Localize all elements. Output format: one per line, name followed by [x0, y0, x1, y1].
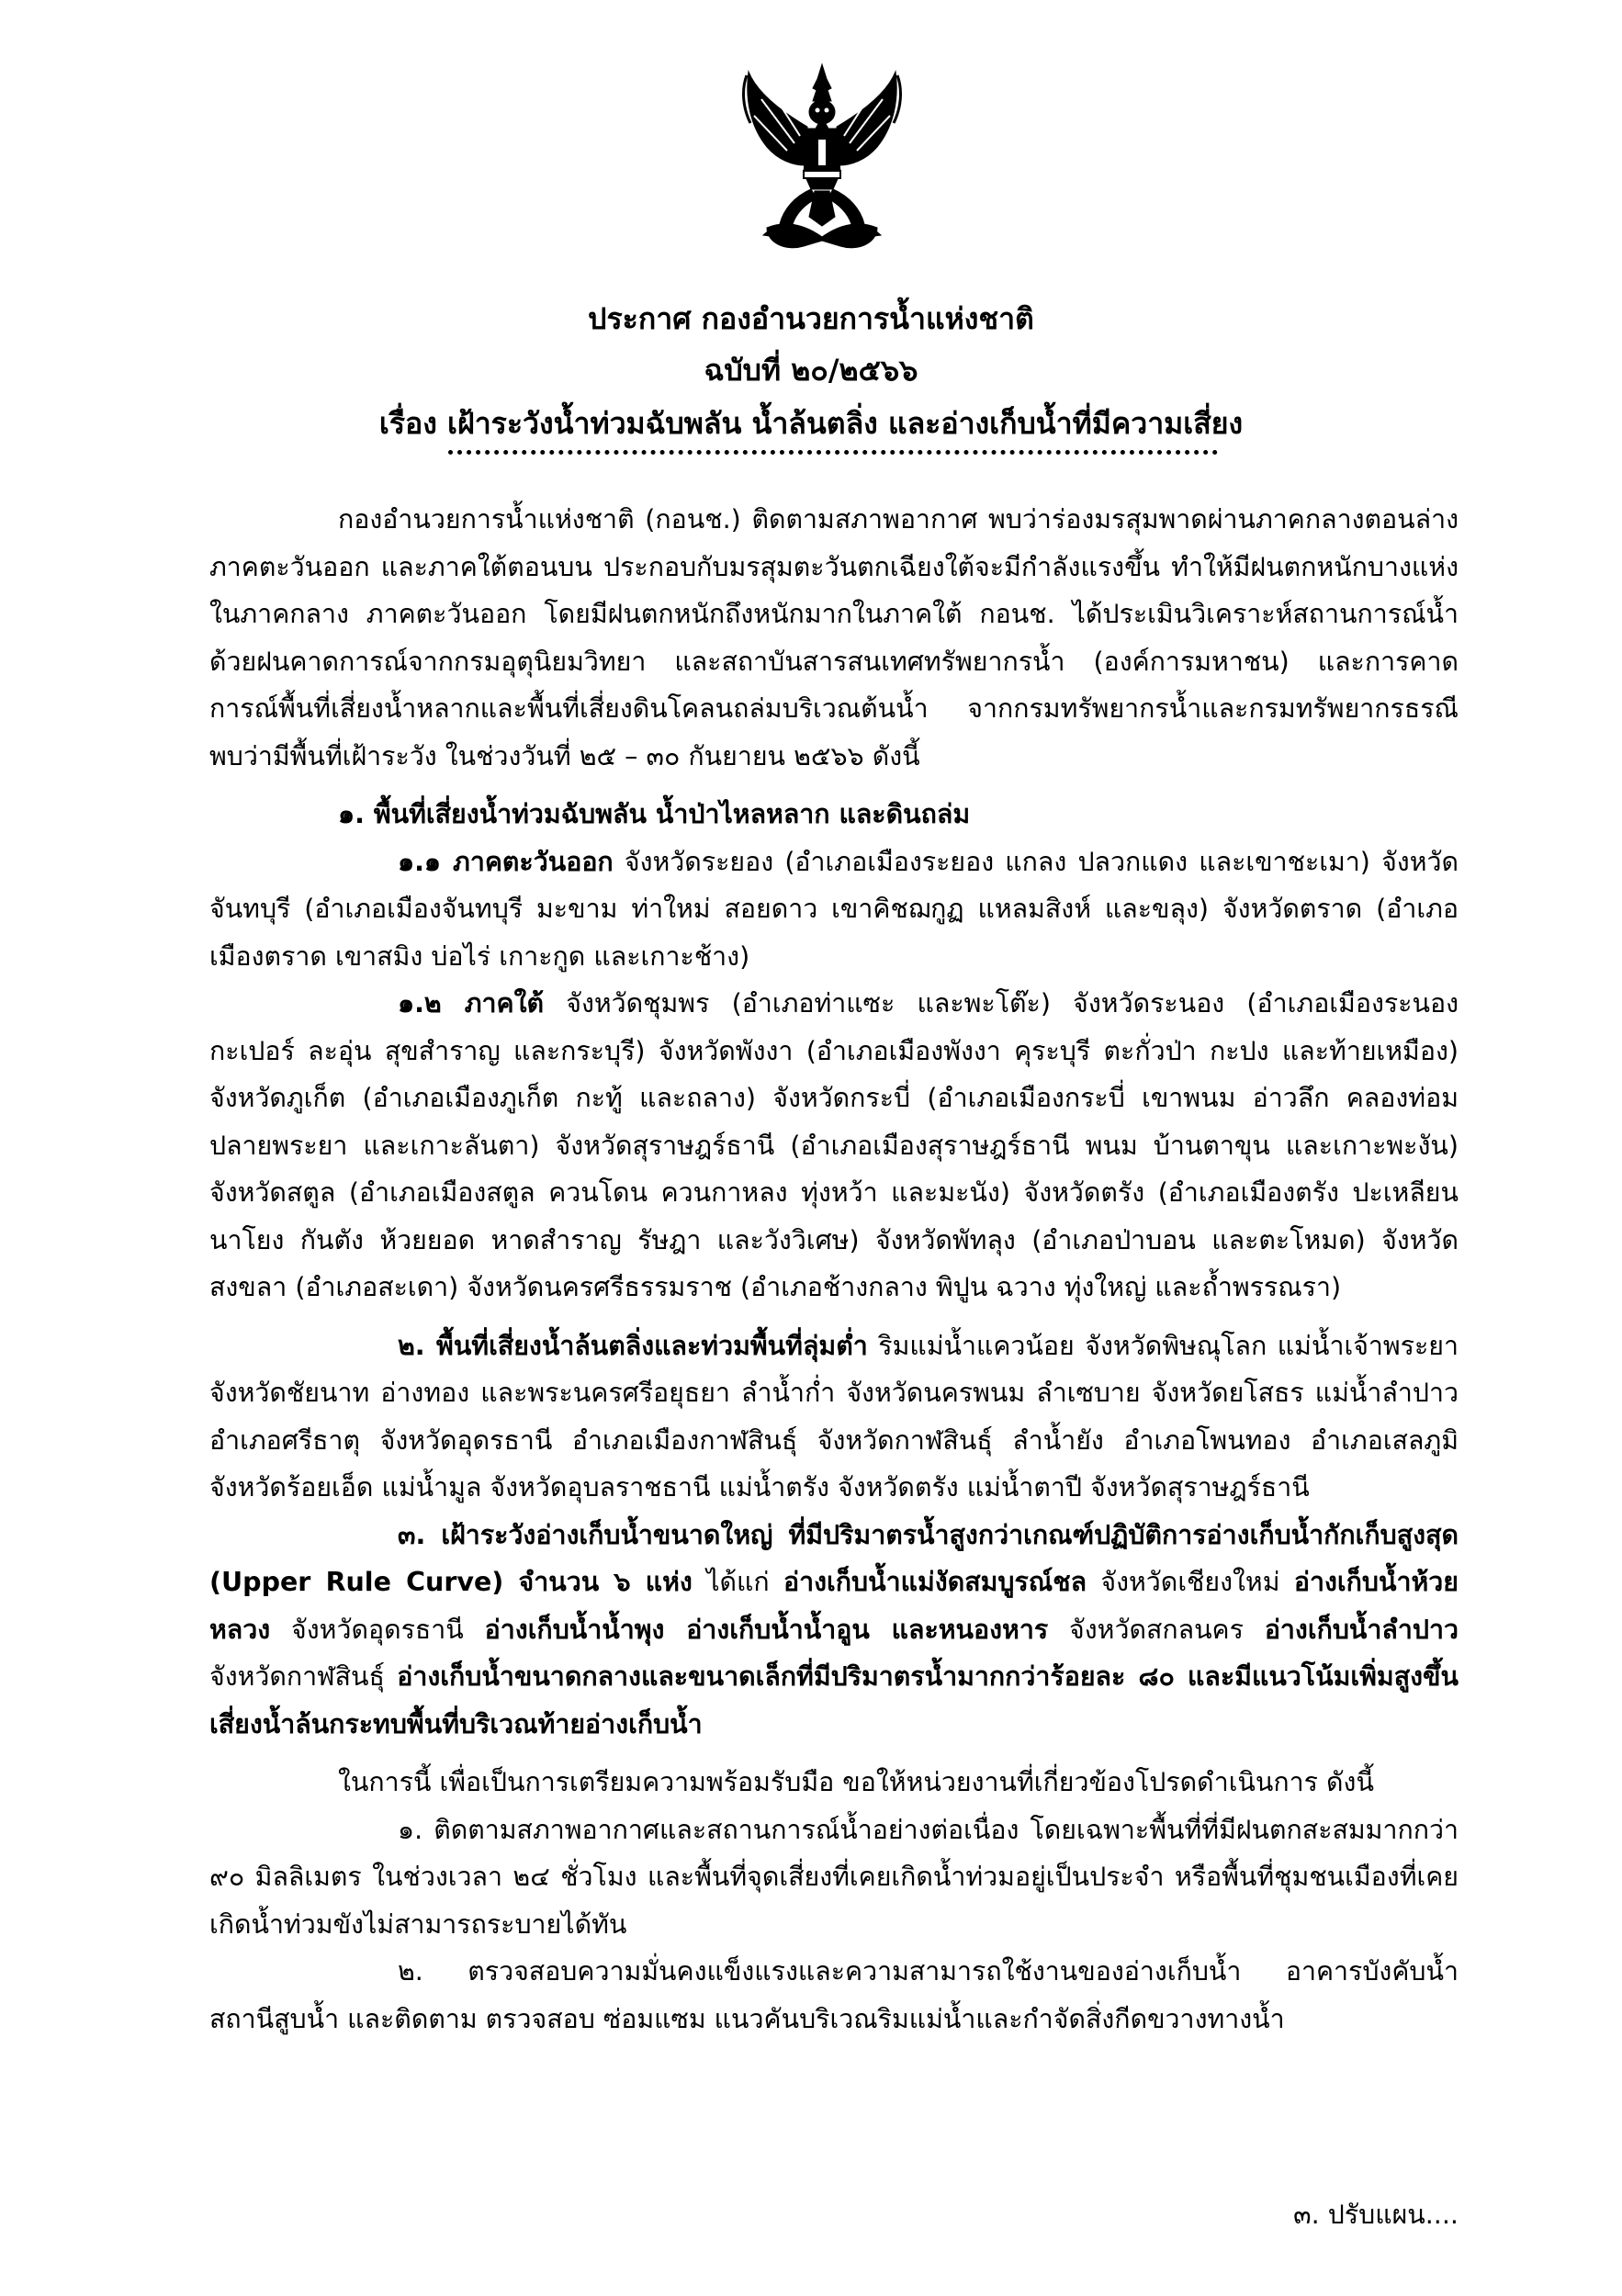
section-3-reservoir-4: อ่างเก็บน้ำลำปาว: [1264, 1614, 1459, 1645]
dotted-divider: [448, 450, 1218, 455]
garuda-emblem-icon: [739, 62, 905, 255]
action-1-paragraph: ๑. ติดตามสภาพอากาศและสถานการณ์น้ำอย่างต่อเนื่อง โดยเฉพาะพื้นที่ที่มีฝนตกสะสมมากกว่า ๙๐ มิลลิเมตร ในช่วงเวลา ๒๔ ชั่วโมง และพื้นที่จุดเสี่ยงที่เคยเกิดน้ำท่วมอยู่เป็นประจำ หรือพื้นที่ชุมชนเมืองที่เคยเกิดน้ำท่วมขังไม่สามารถระบายได้ทัน: [209, 1814, 1459, 1940]
section-1-2-text: จังหวัดชุมพร (อำเภอท่าแซะ และพะโต๊ะ) จังหวัดระนอง (อำเภอเมืองระนอง กะเปอร์ ละอุ่น สุขสำราญ และกระบุรี) จังหวัดพังงา (อำเภอเมืองพังงา คุระบุรี ตะกั่วป่า กะปง และท้ายเหมือง) จังหวัดภูเก็ต (อำเภอเมืองภูเก็ต กะทู้ และถลาง) จังหวัดกระบี่ (อำเภอเมืองกระบี่ เขาพนม อ่าวลึก คลองท่อม ปลายพระยา และเกาะลันตา) จังหวัดสุราษฎร์ธานี (อำเภอเมืองสุราษฎร์ธานี พนม บ้านตาขุน และเกาะพะงัน) จังหวัดสตูล (อำเภอเมืองสตูล ควนโดน ควนกาหลง ทุ่งหว้า และมะนัง) จังหวัดตรัง (อำเภอเมืองตรัง ปะเหลียน นาโยง กันตัง ห้วยยอด หาดสำราญ รัษฎา และวังวิเศษ) จังหวัดพัทลุง (อำเภอป่าบอน และตะโหมด) จังหวัดสงขลา (อำเภอสะเดา) จังหวัดนครศรีธรรมราช (อำเภอช้างกลาง พิปูน ฉวาง ทุ่งใหญ่ และถ้ำพรรณรา): [209, 988, 1459, 1302]
request-paragraph: ในการนี้ เพื่อเป็นการเตรียมความพร้อมรับมือ ขอให้หน่วยงานที่เกี่ยวข้องโปรดดำเนินการ ดังนี้: [338, 1767, 1374, 1797]
section-3-paragraph: [209, 1512, 1459, 1749]
document-body: [209, 496, 1459, 2043]
section-2-paragraph: [209, 1322, 1459, 1512]
section-2-heading: ๒. พื้นที่เสี่ยงน้ำล้นตลิ่งและท่วมพื้นที่ลุ่มต่ำ: [398, 1330, 868, 1361]
section-1-2-label: ๑.๒ ภาคใต้: [398, 988, 545, 1019]
section-3-text-3: จังหวัดอุดรธานี: [270, 1614, 485, 1645]
announcement-issue-number: ฉบับที่ ๒๐/๒๕๖๖: [704, 353, 918, 388]
announcement-title: ประกาศ กองอำนวยการน้ำแห่งชาติ: [588, 301, 1034, 336]
section-1-heading-text: ๑. พื้นที่เสี่ยงน้ำท่วมฉับพลัน น้ำป่าไหลหลาก และดินถล่ม: [338, 799, 971, 829]
section-3-reservoir-3: อ่างเก็บน้ำน้ำพุง อ่างเก็บน้ำน้ำอูน และหนองหาร: [484, 1614, 1049, 1645]
section-1-1-text: จังหวัดระยอง (อำเภอเมืองระยอง แกลง ปลวกแดง และเขาชะเมา) จังหวัดจันทบุรี (อำเภอเมืองจันทบุรี มะขาม ท่าใหม่ สอยดาว เขาคิชฌกูฏ แหลมสิงห์ และขลุง) จังหวัดตราด (อำเภอเมืองตราด เขาสมิง บ่อไร่ เกาะกูด และเกาะช้าง): [209, 846, 1459, 972]
section-1-1-label: ๑.๑ ภาคตะวันออก: [398, 846, 614, 877]
section-3-reservoir-1: อ่างเก็บน้ำแม่งัดสมบูรณ์ชล: [783, 1567, 1087, 1597]
section-3-text-5: จังหวัดกาฬสินธุ์: [209, 1661, 398, 1692]
intro-paragraph: กองอำนวยการน้ำแห่งชาติ (กอนช.) ติดตามสภาพอากาศ พบว่าร่องมรสุมพาดผ่านภาคกลางตอนล่าง ภาคตะวันออก และภาคใต้ตอนบน ประกอบกับมรสุมตะวันตกเฉียงใต้จะมีกำลังแรงขึ้น ทำให้มีฝนตกหนักบางแห่งในภาคกลาง ภาคตะวันออก โดยมีฝนตกหนักถึงหนักมากในภาคใต้ กอนช. ได้ประเมินวิเคราะห์สถานการณ์น้ำด้วยฝนคาดการณ์จากกรมอุตุนิยมวิทยา และสถาบันสารสนเทศทรัพยากรน้ำ (องค์การมหาชน) และการคาดการณ์พื้นที่เสี่ยงน้ำหลากและพื้นที่เสี่ยงดินโคลนถล่มบริเวณต้นน้ำ จากกรมทรัพยากรน้ำและกรมทรัพยากรธรณี พบว่ามีพื้นที่เฝ้าระวัง ในช่วงวันที่ ๒๕ – ๓๐ กันยายน ๒๕๖๖ ดังนี้: [209, 504, 1459, 771]
section-1-1-paragraph: [209, 838, 1459, 981]
section-3-medium-small-reservoirs: อ่างเก็บน้ำขนาดกลางและขนาดเล็กที่มีปริมาตรน้ำมากกว่าร้อยละ ๘๐ และมีแนวโน้มเพิ่มสูงขึ้น เสี่ยงน้ำล้นกระทบพื้นที่บริเวณท้ายอ่างเก็บน้ำ: [209, 1661, 1459, 1739]
section-3-text-1: ได้แก่: [692, 1567, 784, 1597]
continuation-note: ๓. ปรับแผน....: [1293, 2200, 1459, 2230]
section-3-text-2: จังหวัดเชียงใหม่: [1087, 1567, 1294, 1597]
section-1-heading: [209, 791, 1459, 838]
section-3-heading: ๓. เฝ้าระวังอ่างเก็บน้ำขนาดใหญ่ ที่มีปริมาตรน้ำสูงกว่าเกณฑ์ปฏิบัติการอ่างเก็บน้ำกักเก็บสูงสุด (Upper Rule Curve) จำนวน ๖ แห่ง: [209, 1519, 1459, 1597]
action-2-paragraph: ๒. ตรวจสอบความมั่นคงแข็งแรงและความสามารถใช้งานของอ่างเก็บน้ำ อาคารบังคับน้ำ สถานีสูบน้ำ และติดตาม ตรวจสอบ ซ่อมแซม แนวคันบริเวณริมแม่น้ำและกำจัดสิ่งกีดขวางทางน้ำ: [209, 1956, 1459, 2034]
section-1-2-paragraph: [209, 980, 1459, 1311]
announcement-subject: เรื่อง เฝ้าระวังน้ำท่วมฉับพลัน น้ำล้นตลิ่ง และอ่างเก็บน้ำที่มีความเสี่ยง: [378, 406, 1244, 441]
section-2-text: ริมแม่น้ำแควน้อย จังหวัดพิษณุโลก แม่น้ำเจ้าพระยา จังหวัดชัยนาท อ่างทอง และพระนครศรีอยุธยา ลำน้ำก่ำ จังหวัดนครพนม ลำเซบาย จังหวัดยโสธร แม่น้ำลำปาว อำเภอศรีธาตุ จังหวัดอุดรธานี อำเภอเมืองกาฬสินธุ์ จังหวัดกาฬสินธุ์ ลำน้ำยัง อำเภอโพนทอง อำเภอเสลภูมิ จังหวัดร้อยเอ็ด แม่น้ำมูล จังหวัดอุบลราชธานี แม่น้ำตรัง จังหวัดตรัง แม่น้ำตาปี จังหวัดสุราษฎร์ธานี: [209, 1330, 1459, 1503]
section-3-text-4: จังหวัดสกลนคร: [1048, 1614, 1265, 1645]
section-3-reservoir-2: อ่างเก็บน้ำห้วยหลวง: [209, 1567, 1459, 1645]
